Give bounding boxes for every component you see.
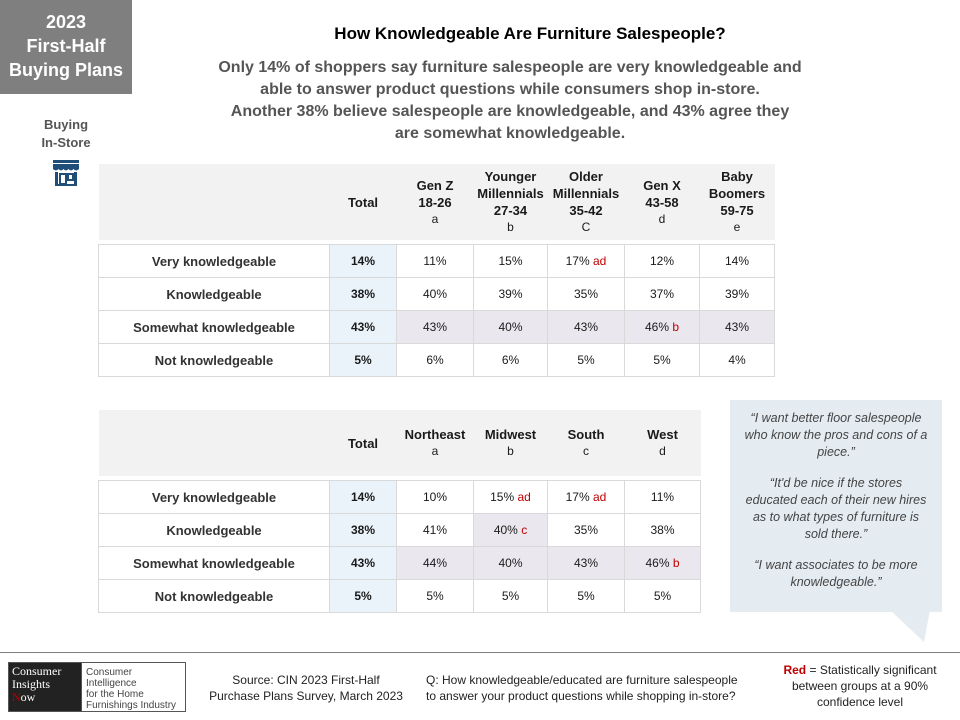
table-row bbox=[99, 580, 701, 613]
value-cell bbox=[397, 278, 474, 311]
logo-text: Insights bbox=[12, 677, 51, 691]
quote-text: “I want better floor salespeople who know the pros and cons of a piece.” bbox=[744, 411, 928, 459]
header-column bbox=[474, 164, 548, 240]
cell-value: 43% bbox=[573, 320, 599, 334]
value-cell bbox=[548, 481, 625, 514]
value-cell bbox=[625, 580, 701, 613]
store-icon bbox=[50, 157, 82, 189]
cell-value: 17% bbox=[565, 490, 590, 504]
cell-value: 15% bbox=[498, 254, 523, 268]
footer-divider bbox=[0, 652, 960, 653]
logo-tagline-line: for the Home bbox=[86, 689, 144, 700]
legend-line: between groups at a 90% bbox=[791, 679, 929, 693]
header-column bbox=[397, 164, 474, 240]
header-column bbox=[474, 410, 548, 476]
cell-value: 38% bbox=[650, 523, 675, 537]
header-column bbox=[548, 164, 625, 240]
cell-value: 5% bbox=[653, 353, 671, 367]
cell-value: 6% bbox=[426, 353, 444, 367]
logo-letter: N bbox=[12, 690, 21, 704]
cell-value: 11% bbox=[650, 490, 675, 504]
header-line: Older bbox=[569, 169, 603, 184]
subtitle-line: Another 38% believe salespeople are knowledgeable, and 43% agree they bbox=[230, 103, 790, 120]
shopper-quotes bbox=[730, 400, 942, 612]
value-cell bbox=[474, 481, 548, 514]
cell-value: 40% bbox=[498, 556, 523, 570]
header-line: West bbox=[647, 427, 678, 442]
header-letter: d bbox=[659, 444, 666, 458]
value-cell bbox=[548, 311, 625, 344]
value-cell bbox=[548, 580, 625, 613]
company-logo bbox=[8, 662, 186, 712]
row-label: Knowledgeable bbox=[99, 514, 330, 547]
cell-value: 14% bbox=[724, 254, 750, 268]
header-total bbox=[330, 410, 397, 476]
value-cell bbox=[397, 344, 474, 377]
header-line: South bbox=[567, 427, 605, 442]
badge-line: First-Half bbox=[26, 36, 106, 56]
cell-value: 17% bbox=[565, 254, 590, 268]
cell-value: 40% bbox=[422, 287, 448, 301]
section-label-line: Buying bbox=[43, 117, 89, 132]
value-cell bbox=[625, 547, 701, 580]
table-header-row bbox=[99, 410, 701, 476]
badge-line: 2023 bbox=[45, 12, 87, 32]
cell-value: 35% bbox=[573, 287, 599, 301]
header-column bbox=[625, 410, 701, 476]
total-cell: 14% bbox=[330, 481, 397, 514]
value-cell bbox=[548, 278, 625, 311]
value-cell bbox=[548, 245, 625, 278]
value-cell bbox=[548, 514, 625, 547]
section-label-line: In-Store bbox=[41, 135, 91, 150]
total-cell: 38% bbox=[330, 514, 397, 547]
legend-text: = Statistically significant bbox=[806, 663, 937, 677]
source-note bbox=[200, 672, 412, 704]
header-line: Millennials bbox=[477, 186, 544, 201]
header-letter: b bbox=[507, 220, 514, 234]
significance-legend bbox=[770, 662, 950, 710]
legend-red-word: Red bbox=[783, 663, 807, 677]
total-cell: 5% bbox=[330, 580, 397, 613]
subtitle-line: are somewhat knowledgeable. bbox=[394, 125, 626, 142]
header-column bbox=[625, 164, 700, 240]
header-line: Boomers bbox=[708, 186, 766, 201]
quote-text: “I want associates to be more knowledgeable.” bbox=[754, 558, 918, 589]
cell-value: 43% bbox=[422, 320, 448, 334]
header-line: Total bbox=[347, 194, 379, 210]
value-cell bbox=[625, 481, 701, 514]
quote-text: “It'd be nice if the stores educated each of their new hires as to what types of furniture is sold there.” bbox=[745, 476, 927, 541]
value-cell bbox=[474, 580, 548, 613]
header-letter: C bbox=[581, 220, 591, 234]
cell-value: 5% bbox=[653, 589, 672, 603]
header-line: 59-75 bbox=[720, 203, 754, 218]
header-letter: a bbox=[431, 211, 439, 226]
significance-marker: ad bbox=[593, 254, 607, 268]
total-cell: 43% bbox=[330, 311, 397, 344]
row-label: Very knowledgeable bbox=[99, 481, 330, 514]
page-subtitle bbox=[200, 57, 820, 145]
header-line: Total bbox=[347, 435, 379, 451]
total-cell: 43% bbox=[330, 547, 397, 580]
table-row bbox=[99, 278, 775, 311]
header-letter: e bbox=[733, 220, 741, 234]
survey-question bbox=[426, 672, 756, 704]
value-cell bbox=[625, 311, 700, 344]
table-row bbox=[99, 481, 701, 514]
row-label: Knowledgeable bbox=[99, 278, 330, 311]
legend-line: confidence level bbox=[816, 695, 904, 709]
header-blank bbox=[99, 164, 330, 240]
cell-value: 46% bbox=[645, 556, 670, 570]
significance-marker: c bbox=[521, 523, 528, 537]
header-line: 18-26 bbox=[418, 194, 452, 210]
header-blank bbox=[99, 410, 330, 476]
header-line: Gen X bbox=[643, 177, 681, 193]
value-cell bbox=[548, 344, 625, 377]
logo-tagline bbox=[81, 663, 185, 711]
total-cell: 38% bbox=[330, 278, 397, 311]
value-cell bbox=[625, 278, 700, 311]
header-line: 27-34 bbox=[493, 203, 528, 218]
generation-table bbox=[98, 164, 775, 377]
logo-mark bbox=[9, 663, 81, 711]
cell-value: 35% bbox=[573, 523, 599, 537]
row-label: Very knowledgeable bbox=[99, 245, 330, 278]
value-cell bbox=[625, 245, 700, 278]
cell-value: 5% bbox=[577, 353, 595, 367]
value-cell bbox=[397, 311, 474, 344]
header-column bbox=[397, 410, 474, 476]
header-letter: a bbox=[431, 444, 439, 458]
question-line: Q: How knowledgeable/educated are furniture salespeople bbox=[426, 673, 738, 687]
header-line: Gen Z bbox=[416, 177, 454, 193]
row-label: Not knowledgeable bbox=[99, 580, 330, 613]
cell-value: 12% bbox=[649, 254, 675, 268]
significance-marker: ad bbox=[593, 490, 607, 504]
total-cell: 14% bbox=[330, 245, 397, 278]
subtitle-line: able to answer product questions while consumers shop in-store. bbox=[260, 81, 760, 98]
subtitle-line: Only 14% of shoppers say furniture salespeople are very knowledgeable and bbox=[218, 59, 802, 76]
cell-value: 39% bbox=[724, 287, 750, 301]
cell-value: 4% bbox=[728, 353, 746, 367]
legend-line bbox=[770, 662, 950, 678]
logo-tagline-line: Consumer Intelligence bbox=[86, 667, 137, 689]
header-column bbox=[548, 410, 625, 476]
cell-value: 44% bbox=[422, 556, 448, 570]
badge-line: Buying Plans bbox=[8, 60, 124, 80]
header-total bbox=[330, 164, 397, 240]
source-line: Source: CIN 2023 First-Half bbox=[232, 673, 380, 687]
value-cell bbox=[474, 278, 548, 311]
value-cell bbox=[397, 245, 474, 278]
value-cell bbox=[397, 547, 474, 580]
value-cell bbox=[625, 514, 701, 547]
value-cell bbox=[397, 514, 474, 547]
value-cell bbox=[625, 344, 700, 377]
cell-value: 39% bbox=[498, 287, 523, 301]
region-table bbox=[98, 410, 701, 613]
table-row bbox=[99, 547, 701, 580]
buying-plans-badge bbox=[0, 0, 132, 94]
question-line: to answer your product questions while shopping in-store? bbox=[426, 689, 736, 703]
value-cell bbox=[397, 481, 474, 514]
logo-text bbox=[12, 691, 78, 704]
value-cell bbox=[700, 344, 775, 377]
cell-value: 46% bbox=[644, 320, 669, 334]
table-header-row bbox=[99, 164, 775, 240]
speech-bubble-tail bbox=[890, 610, 930, 644]
cell-value: 43% bbox=[724, 320, 750, 334]
table-row bbox=[99, 344, 775, 377]
header-line: Midwest bbox=[484, 427, 537, 442]
cell-value: 5% bbox=[577, 589, 595, 603]
header-letter: c bbox=[583, 444, 589, 458]
header-line: Younger bbox=[484, 169, 537, 184]
value-cell bbox=[474, 514, 548, 547]
total-cell: 5% bbox=[330, 344, 397, 377]
value-cell bbox=[700, 245, 775, 278]
cell-value: 40% bbox=[493, 523, 518, 537]
significance-marker: ad bbox=[517, 490, 531, 504]
logo-tagline-line: Furnishings Industry bbox=[86, 700, 177, 711]
header-letter: d bbox=[658, 211, 666, 226]
cell-value: 11% bbox=[423, 254, 447, 268]
row-label: Somewhat knowledgeable bbox=[99, 547, 330, 580]
header-letter: b bbox=[507, 444, 514, 458]
row-label: Not knowledgeable bbox=[99, 344, 330, 377]
page-title: How Knowledgeable Are Furniture Salespeople? bbox=[334, 24, 726, 43]
table-row bbox=[99, 311, 775, 344]
value-cell bbox=[474, 547, 548, 580]
cell-value: 43% bbox=[573, 556, 599, 570]
value-cell bbox=[700, 278, 775, 311]
value-cell bbox=[474, 245, 548, 278]
source-line: Purchase Plans Survey, March 2023 bbox=[209, 689, 403, 703]
significance-marker: b bbox=[672, 556, 680, 570]
table-row bbox=[99, 514, 701, 547]
header-line: 35-42 bbox=[569, 203, 603, 218]
value-cell bbox=[397, 580, 474, 613]
significance-marker: b bbox=[672, 320, 680, 334]
logo-text: Consumer bbox=[12, 664, 62, 678]
cell-value: 15% bbox=[490, 490, 515, 504]
cell-value: 37% bbox=[649, 287, 675, 301]
logo-text: ow bbox=[20, 690, 36, 704]
cell-value: 5% bbox=[501, 589, 520, 603]
header-line: Northeast bbox=[404, 427, 466, 442]
value-cell bbox=[474, 311, 548, 344]
value-cell bbox=[700, 311, 775, 344]
header-line: Baby bbox=[721, 169, 753, 184]
row-label: Somewhat knowledgeable bbox=[99, 311, 330, 344]
cell-value: 40% bbox=[498, 320, 523, 334]
section-label bbox=[30, 116, 102, 152]
header-line: 43-58 bbox=[645, 194, 679, 210]
cell-value: 41% bbox=[422, 523, 448, 537]
cell-value: 5% bbox=[426, 589, 444, 603]
value-cell bbox=[474, 344, 548, 377]
header-column bbox=[700, 164, 775, 240]
header-line: Millennials bbox=[552, 186, 620, 201]
cell-value: 6% bbox=[501, 353, 520, 367]
value-cell bbox=[548, 547, 625, 580]
cell-value: 10% bbox=[422, 490, 448, 504]
table-row bbox=[99, 245, 775, 278]
